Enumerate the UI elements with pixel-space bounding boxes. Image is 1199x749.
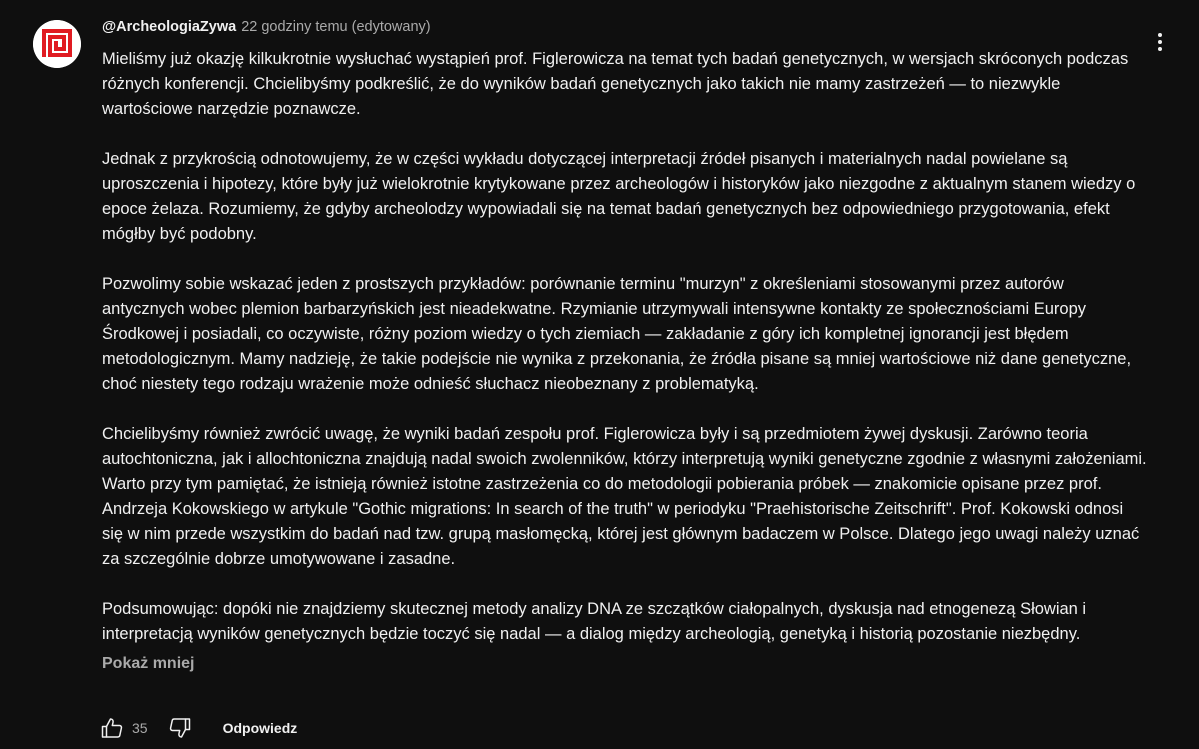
more-actions-button[interactable] [1148, 30, 1172, 54]
comment-paragraph: Mieliśmy już okazję kilkukrotnie wysłuchać wystąpień prof. Figlerowicza na temat tych badań genetycznych, w wersjach skróconych podczas różnych konferencji. Chcielibyśmy podkreślić, że do wyników badań genetycznych jako takich nie mamy zastrzeżeń — to niezwykle wartościowe narzędzie poznawcze. [102, 50, 1129, 118]
comment-paragraph: Chcielibyśmy również zwrócić uwagę, że wyniki badań zespołu prof. Figlerowicza były i są przedmiotem żywej dyskusji. Zarówno teoria autochtoniczna, jak i allochtoniczna znajdują nadal swoich zwolenników, którzy interpretują wyniki genetyczne zgodnie z własnymi założeniami. Warto przy tym pamiętać, że istnieją również istotne zastrzeżenia co do metodologii pobierania próbek — znakomicie opisane przez prof. Andrzeja Kokowskiego w artykule "Gothic migrations: In search of the truth" w periodyku "Praehistorische Zeitschrift". Prof. Kokowski odnosi się w nim przede wszystkim do badań nad tzw. grupą masłomęcką, której jest głównym badaczem w Polsce. Dlatego jego uwagi należy uznać za szczególnie dobrze umotywowane i zasadne. [102, 425, 1147, 568]
avatar[interactable] [33, 20, 81, 68]
like-button[interactable] [100, 716, 124, 740]
dislike-button[interactable] [168, 716, 192, 740]
comment [102, 19, 1147, 673]
comment-paragraph: Podsumowując: dopóki nie znajdziemy skutecznej metody analizy DNA ze szczątków ciałopalnych, dyskusja nad etnogenezą Słowian i interpretacją wyników genetycznych będzie toczyć się nadal — a dialog między archeologią, genetyką i historią pozostanie niezbędny. [102, 600, 1087, 643]
comment-body [102, 47, 1147, 647]
comment-paragraph: Pozwolimy sobie wskazać jeden z prostszych przykładów: porównanie terminu "murzyn" z określeniami stosowanymi przez autorów antycznych wobec plemion barbarzyńskich jest nieadekwatne. Rzymianie utrzymywali intensywne kontakty ze społecznościami Europy Środkowej i posiadali, co oczywiste, różny poziom wiedzy o tych ziemiach — zakładanie z góry ich kompletnej ignorancji jest błędem metodologicznym. Mamy nadzieję, że takie podejście nie wynika z przekonania, że źródła pisane są mniej wartościowe niż dane genetyczne, choć niestety tego rodzaju wrażenie może odnieść słuchacz nieobeznany z problematyką. [102, 275, 1132, 393]
thumbs-down-icon [168, 716, 192, 740]
comment-timestamp[interactable]: 22 godziny temu (edytowany) [241, 19, 431, 35]
comment-header [102, 19, 1147, 43]
show-less-button[interactable]: Pokaż mniej [102, 655, 195, 672]
like-count: 35 [132, 720, 148, 736]
comment-actions [100, 714, 297, 742]
reply-button[interactable]: Odpowiedz [222, 720, 298, 736]
comment-paragraph: Jednak z przykrością odnotowujemy, że w części wykładu dotyczącej interpretacji źródeł pisanych i materialnych nadal powielane są uproszczenia i hipotezy, które były już wielokrotnie krytykowane przez archeologów i historyków jako niezgodne z aktualnym stanem wiedzy o epoce żelaza. Rozumiemy, że gdyby archeolodzy wypowiadali się na temat badań genetycznych bez odpowiedniego przygotowania, efekt mógłby być podobny. [102, 150, 1136, 243]
meander-logo-icon [33, 20, 81, 68]
thumbs-up-icon [100, 716, 124, 740]
more-vertical-icon [1148, 30, 1172, 54]
author-name[interactable]: @ArcheologiaZywa [102, 19, 237, 35]
